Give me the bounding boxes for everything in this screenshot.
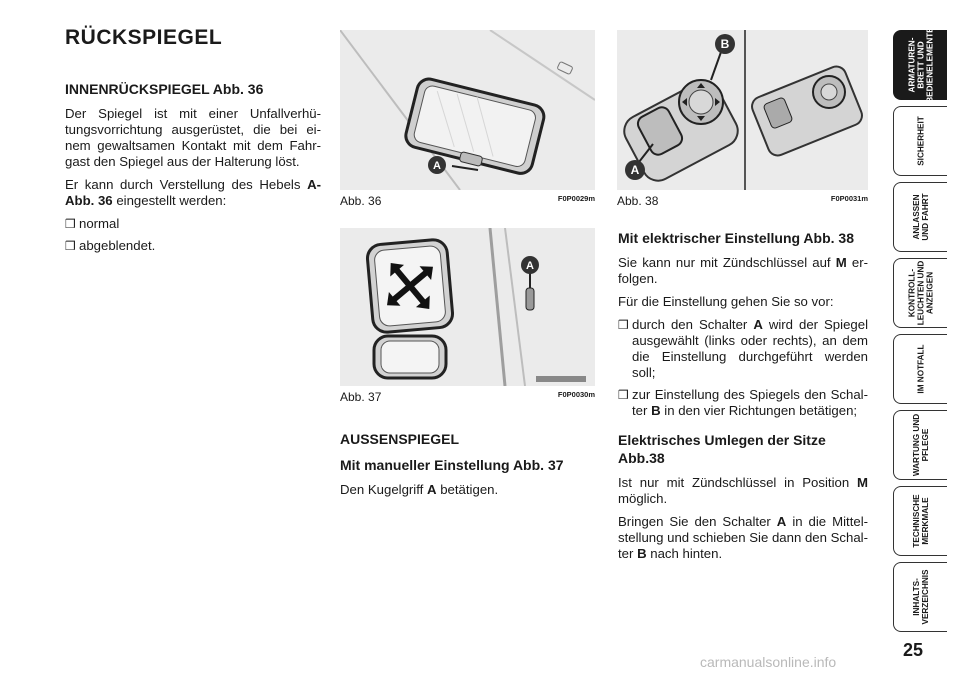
section-heading: INNENRÜCKSPIEGEL Abb. 36 xyxy=(65,81,264,97)
tab-label: INHALTS- VERZEICHNIS xyxy=(911,569,930,625)
figure-caption: Abb. 38 xyxy=(617,194,659,208)
interior-mirror-illustration xyxy=(340,30,595,190)
figure-code: F0P0030m xyxy=(557,390,595,399)
figure-electric-mirror-switch xyxy=(617,30,868,210)
section-heading: Elektrisches Umlegen der Sitze Abb.38 xyxy=(618,432,826,466)
figure-code: F0P0029m xyxy=(557,194,595,203)
text: Er kann durch Verstellung des Hebels xyxy=(65,177,301,192)
text: Bringen Sie den Schalter xyxy=(618,514,771,529)
text: nach hinten. xyxy=(650,546,723,561)
column-exterior-mirror xyxy=(340,430,595,505)
figure-reference: A-Abb. 36 xyxy=(65,177,321,208)
text: in die Mittel- stellung und schieben Sie dann den Schal- ter xyxy=(618,514,869,561)
tab-label: KONTROLL- LEUCHTEN UND ANZEIGEN xyxy=(907,260,934,326)
tab-anlassen[interactable] xyxy=(893,182,947,252)
paragraph xyxy=(618,514,868,562)
text: eingestellt werden: xyxy=(116,193,227,208)
list-item xyxy=(65,238,321,254)
callout-label-b: B xyxy=(720,37,730,51)
figure-code: F0P0031m xyxy=(830,194,868,203)
tab-im-notfall[interactable] xyxy=(893,334,947,404)
tab-label: ANLASSEN UND FAHRT xyxy=(911,193,930,241)
column-interior-mirror xyxy=(65,80,321,260)
tab-label: SICHERHEIT xyxy=(916,116,925,166)
list-item xyxy=(618,317,868,381)
tab-inhaltsverzeichnis[interactable] xyxy=(893,562,947,632)
control-reference: A xyxy=(753,317,763,332)
figure-caption: Abb. 37 xyxy=(340,390,382,404)
paragraph: Für die Einstellung gehen Sie so vor: xyxy=(618,294,834,309)
figure-interior-mirror xyxy=(340,30,595,210)
tab-label: ARMATUREN- BRETT UND BEDIENELEMENTE xyxy=(907,27,934,103)
text: in den vier Richtungen betätigen; xyxy=(664,403,858,418)
tab-label: TECHNISCHE MERKMALE xyxy=(911,494,930,548)
control-reference: A xyxy=(776,514,787,529)
text: möglich. xyxy=(618,491,668,506)
tab-label: IM NOTFALL xyxy=(916,344,925,394)
list-item xyxy=(618,387,868,419)
column-electric-mirror xyxy=(618,229,868,569)
text: zur Einstellung des Spiegels den Schal- ter xyxy=(632,387,868,418)
tab-kontrollleuchten[interactable] xyxy=(893,258,947,328)
exterior-mirror-illustration xyxy=(340,228,595,386)
paragraph xyxy=(618,475,868,507)
tab-technische-merkmale[interactable] xyxy=(893,486,947,556)
list-item xyxy=(65,216,321,232)
callout-label: A xyxy=(433,160,441,172)
text: durch den Schalter xyxy=(632,317,748,332)
text: er- folgen. xyxy=(618,255,868,286)
list-item-text xyxy=(632,387,868,419)
key-position-reference: M xyxy=(857,475,868,490)
list-item-text: abgeblendet. xyxy=(79,238,156,253)
mirror-switch-illustration xyxy=(617,30,868,190)
section-heading: AUSSENSPIEGEL xyxy=(340,431,460,447)
tab-wartung[interactable] xyxy=(893,410,947,480)
checkbox-bullet-icon: ❒ xyxy=(65,217,76,231)
text: wird der Spiegel ausgewählt (links oder rechts), an dem die Einstellung durchgeführt werden soll; xyxy=(632,317,869,380)
checkbox-bullet-icon: ❒ xyxy=(618,388,629,402)
text: Ist nur mit Zündschlüssel in Position xyxy=(618,475,850,490)
chapter-tabs xyxy=(893,27,960,640)
list-item-text: normal xyxy=(79,216,120,231)
paragraph xyxy=(340,482,595,498)
key-position-reference: M xyxy=(835,255,847,270)
page-number: 25 xyxy=(902,640,924,660)
text: Den Kugelgriff xyxy=(340,482,424,497)
checkbox-bullet-icon: ❒ xyxy=(65,239,76,253)
tab-label: WARTUNG UND PFLEGE xyxy=(911,413,930,477)
checkbox-bullet-icon: ❒ xyxy=(618,318,629,332)
figure-caption: Abb. 36 xyxy=(340,194,382,208)
paragraph xyxy=(618,255,868,287)
figure-exterior-mirror xyxy=(340,228,595,408)
control-reference: B xyxy=(651,403,661,418)
callout-label: A xyxy=(526,260,534,272)
text: betätigen. xyxy=(440,482,499,497)
section-heading: Mit elektrischer Einstellung Abb. 38 xyxy=(618,230,854,246)
watermark: carmanualsonline.info xyxy=(700,654,837,670)
paragraph: Der Spiegel ist mit einer Unfallverhü- tungsvorrichtung ausgerüstet, die bei ei- nem gewaltsamen Kontakt mit dem Fahr- gast den Spiegel aus der Halterung löst. xyxy=(65,106,321,169)
control-reference: A xyxy=(427,482,437,497)
tab-sicherheit[interactable] xyxy=(893,106,947,176)
list-item-text xyxy=(632,317,868,381)
section-subheading: Mit manueller Einstellung Abb. 37 xyxy=(340,457,564,473)
tab-armaturenbrett[interactable] xyxy=(893,27,947,103)
page-title: RÜCKSPIEGEL xyxy=(65,26,223,49)
callout-label-a: A xyxy=(630,163,640,177)
text: Sie kann nur mit Zündschlüssel auf xyxy=(618,255,831,270)
control-reference: B xyxy=(637,546,647,561)
paragraph xyxy=(65,177,321,209)
